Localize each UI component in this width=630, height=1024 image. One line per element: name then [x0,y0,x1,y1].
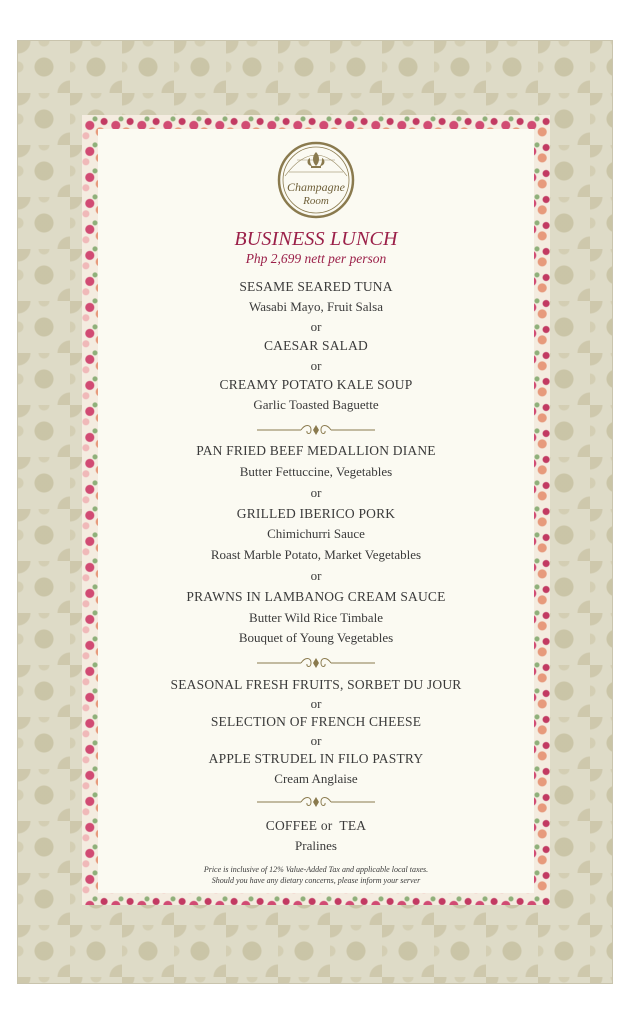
menu-line: or [310,485,322,500]
menu-line: COFFEE or TEA [265,818,367,833]
menu-line: or [310,358,322,373]
menu-price: Php 2,699 nett per person [245,251,387,266]
menu-line: or [310,733,322,748]
menu-line: Chimichurri Sauce [267,526,365,541]
logo-line2: Room [303,195,329,207]
ornamental-divider [253,795,379,809]
menu-line: GRILLED IBERICO PORK [236,506,396,521]
menu-line: or [310,319,322,334]
menu-line: Pralines [295,838,337,853]
menu-line: SEASONAL FRESH FRUITS, SORBET DU JOUR [170,677,462,692]
menu-line: PRAWNS IN LAMBANOG CREAM SAUCE [186,589,446,604]
menu-line: SESAME SEARED TUNA [239,279,393,294]
ornamental-divider [253,423,379,437]
menu-title: BUSINESS LUNCH [234,228,398,250]
menu-line: CREAMY POTATO KALE SOUP [219,377,413,392]
menu-line: CAESAR SALAD [263,338,369,353]
menu-line: or [310,696,322,711]
ornamental-divider [253,656,379,670]
menu-line: Bouquet of Young Vegetables [238,630,394,645]
menu-line: or [310,568,322,583]
footnote-dietary: Should you have any dietary concerns, please inform your server [211,876,421,885]
menu-line: Garlic Toasted Baguette [253,397,379,412]
menu-line: SELECTION OF FRENCH CHEESE [210,714,422,729]
menu-line: Wasabi Mayo, Fruit Salsa [249,299,383,314]
menu-line: Roast Marble Potato, Market Vegetables [210,547,422,562]
menu-line: APPLE STRUDEL IN FILO PASTRY [208,751,424,766]
menu-line: Cream Anglaise [274,771,358,786]
menu-line: PAN FRIED BEEF MEDALLION DIANE [196,443,436,458]
menu-line: Butter Fettuccine, Vegetables [239,464,393,479]
footnote-tax: Price is inclusive of 12% Value-Added Tax and applicable local taxes. [203,865,429,874]
logo-line1: Champagne [287,180,345,194]
champagne-room-logo [277,140,355,220]
menu-card [98,129,534,893]
menu-line: Butter Wild Rice Timbale [249,610,383,625]
